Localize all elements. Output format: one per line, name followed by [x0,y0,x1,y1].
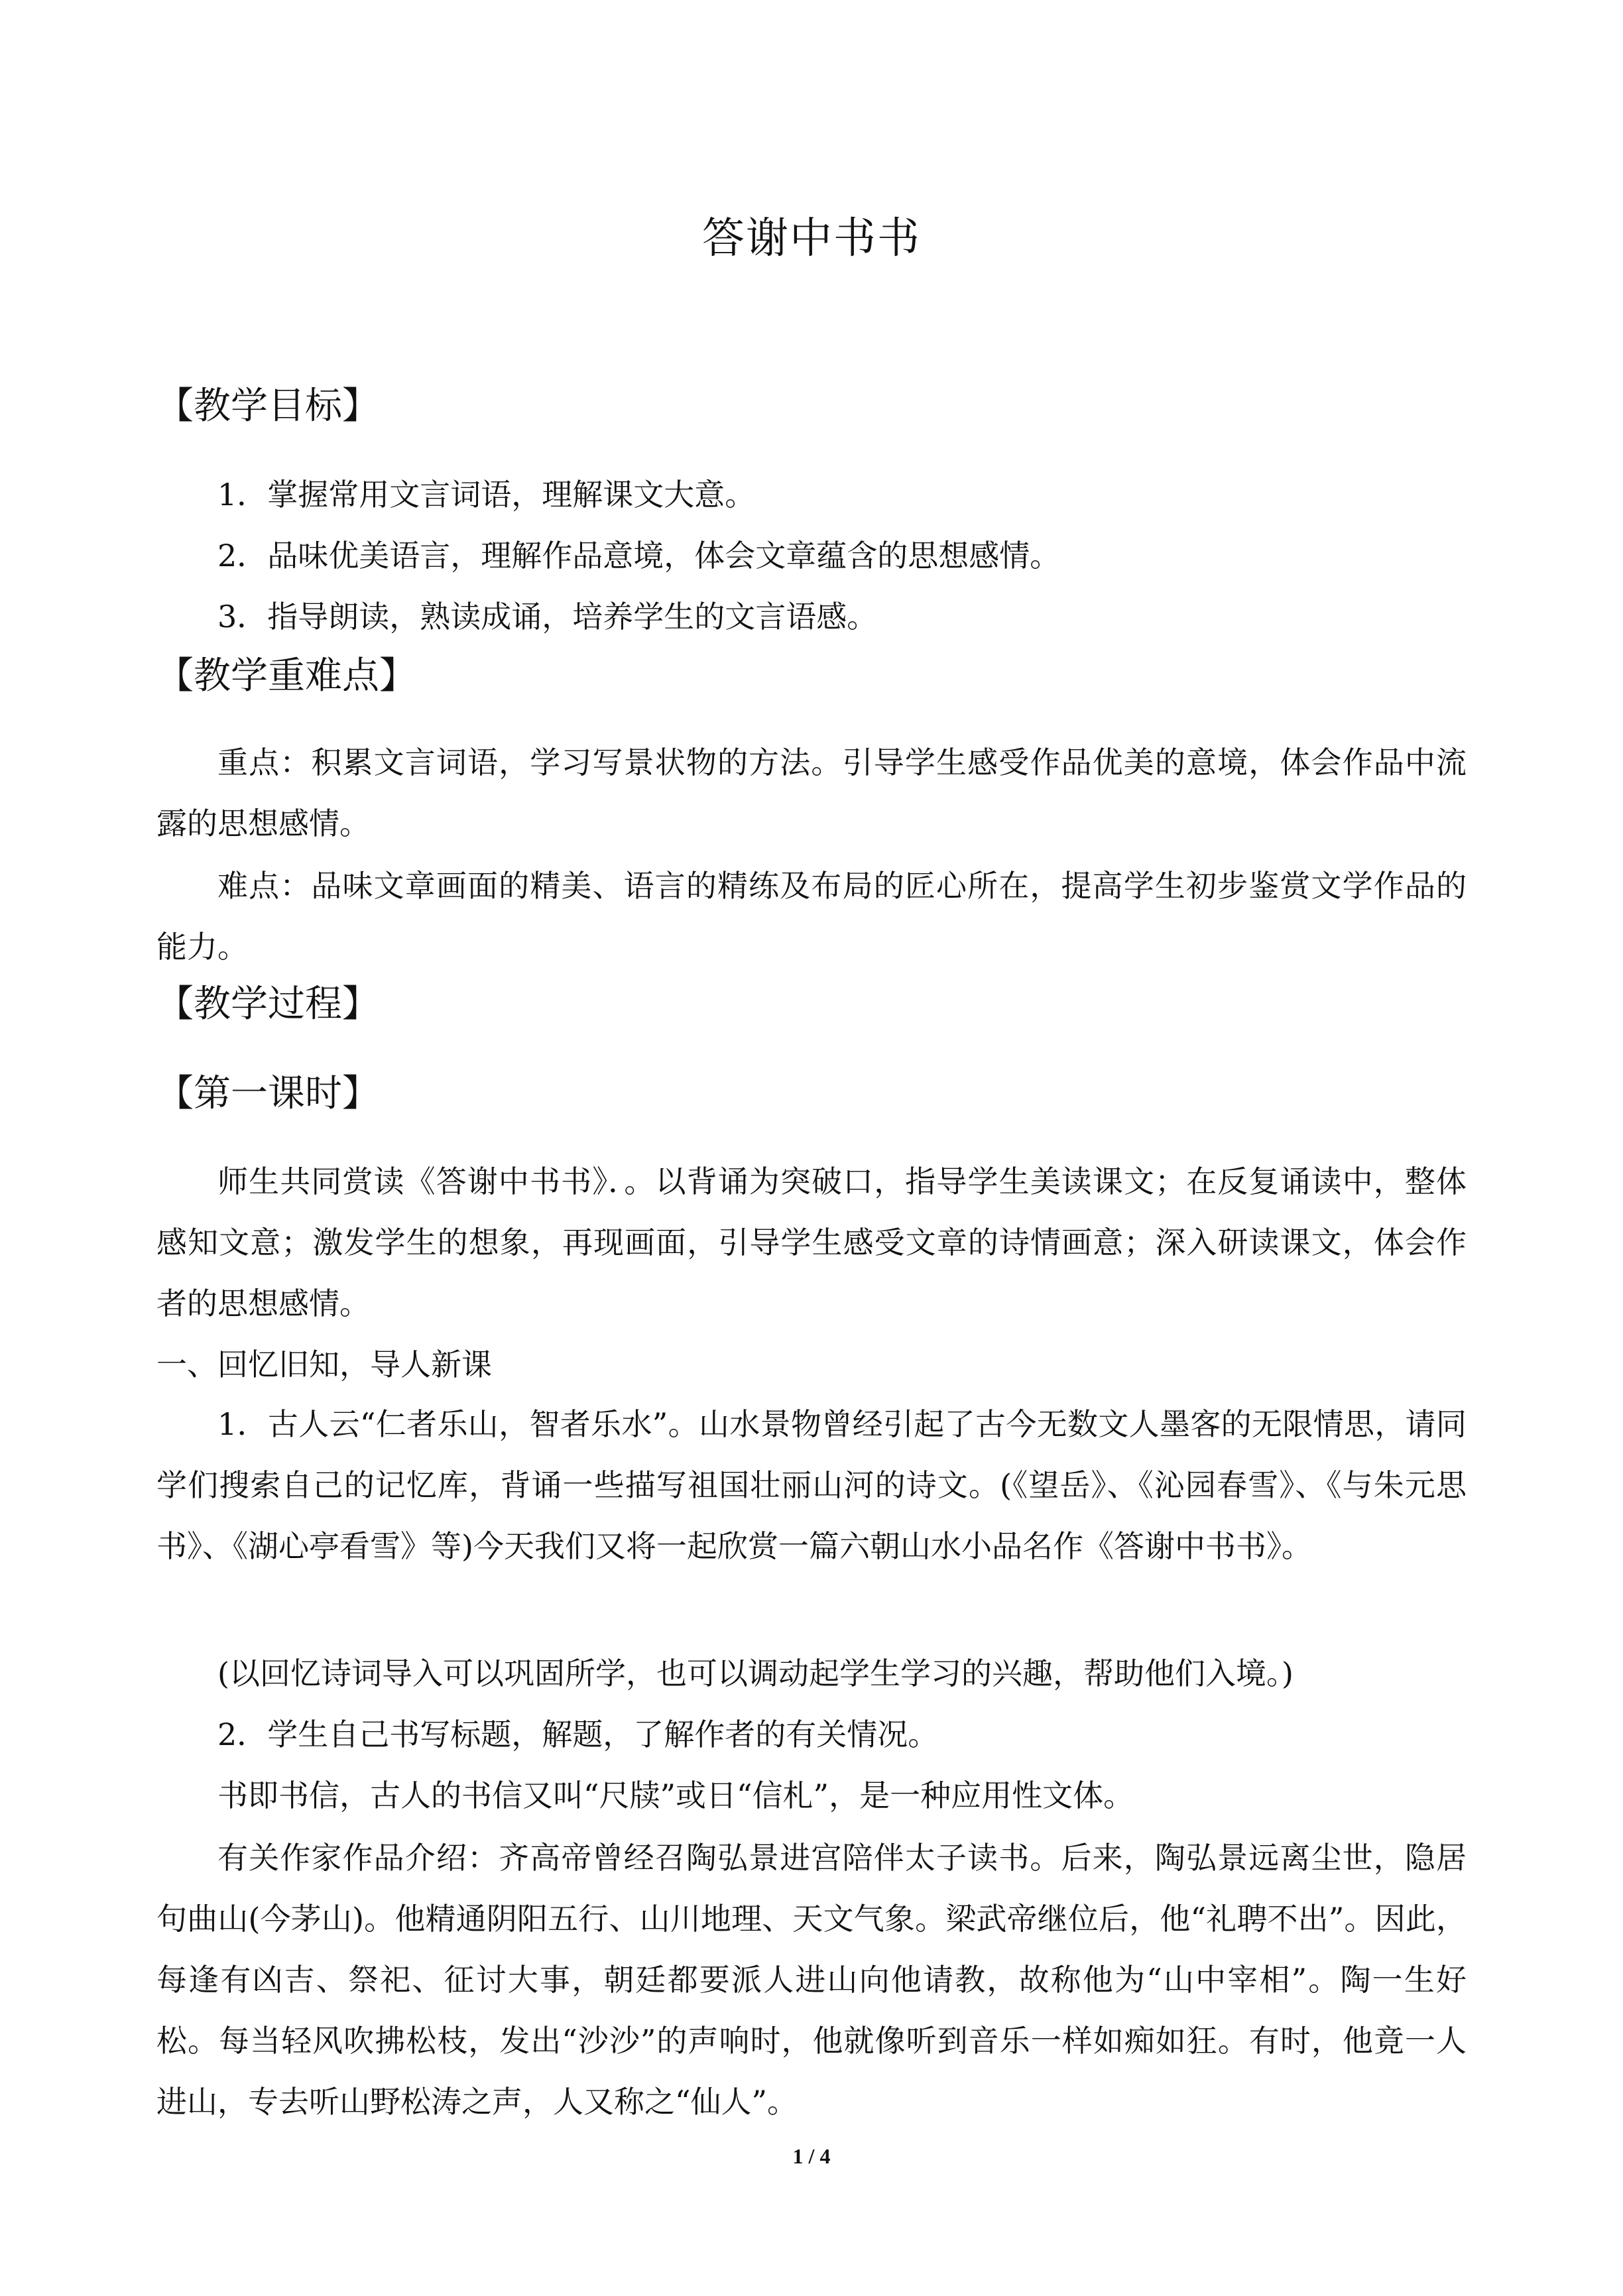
objective-item-1: 1．掌握常用文言词语，理解课文大意。 [217,477,756,513]
key-point-paragraph: 重点：积累文言词语，学习写景状物的方法。引导学生感受作品优美的意境，体会作品中流露的思想感情。 [156,745,1467,841]
objectives-heading: 【教学目标】 [156,385,379,428]
page-number: 1 / 4 [792,2144,831,2168]
lesson1-intro-paragraph: 师生共同赏读《答谢中书书》．。以背诵为突破口，指导学生美读课文；在反复诵读中，整体感知文意；激发学生的想象，再现画面，引导学生感受文章的诗情画意；深入研读课文，体会作者的思想感情。 [156,1164,1467,1321]
document-title: 答谢中书书 [702,214,921,263]
process-heading: 【教学过程】 [156,983,379,1026]
objective-item-2: 2．品味优美语言，理解作品意境，体会文章蕴含的思想感情。 [217,538,1061,574]
letter-note: 书即书信，古人的书信又叫“尺牍”或日“信札”，是一种应用性文体。 [217,1778,1134,1813]
difficult-point-paragraph: 难点：品味文章画面的精美、语言的精练及布局的匠心所在，提高学生初步鉴赏文学作品的能力。 [156,868,1467,965]
author-intro-paragraph: 有关作家作品介绍：齐高帝曾经召陶弘景进宫陪伴太子读书。后来，陶弘景远离尘世，隐居句曲山(今茅山)。他精通阴阳五行、山川地理、天文气象。梁武帝继位后，他“礼聘不出”。因此，每逢有凶吉、祭祀、征讨大事，朝廷都要派人进山向他请教，故称他为“山中宰相”。陶一生好松。每当轻风吹拂松枝，发出“沙沙”的声响时，他就像听到音乐一样如痴如狂。有时，他竟一人进山，专去听山野松涛之声，人又称之“仙人”。 [156,1840,1467,2120]
step1-heading: 一、回忆旧知，导人新课 [156,1347,492,1382]
step1-item1-paragraph: 1．古人云“仁者乐山，智者乐水”。山水景物曾经引起了古今无数文人墨客的无限情思，请同学们搜索自己的记忆库，背诵一些描写祖国壮丽山河的诗文。(《望岳》、《沁园春雪》、《与朱元思书》、《湖心亭看雪》等)今天我们又将一起欣赏一篇六朝山水小品名作《答谢中书书》。 [156,1406,1467,1564]
step1-item2: 2．学生自己书写标题，解题，了解作者的有关情况。 [217,1717,939,1752]
objective-item-3: 3．指导朗读，熟读成诵，培养学生的文言语感。 [217,599,878,634]
key-points-heading: 【教学重难点】 [156,654,416,697]
step1-note: (以回忆诗词导入可以巩固所学，也可以调动起学生学习的兴趣，帮助他们入境。) [217,1656,1293,1691]
lesson1-heading: 【第一课时】 [156,1072,379,1115]
